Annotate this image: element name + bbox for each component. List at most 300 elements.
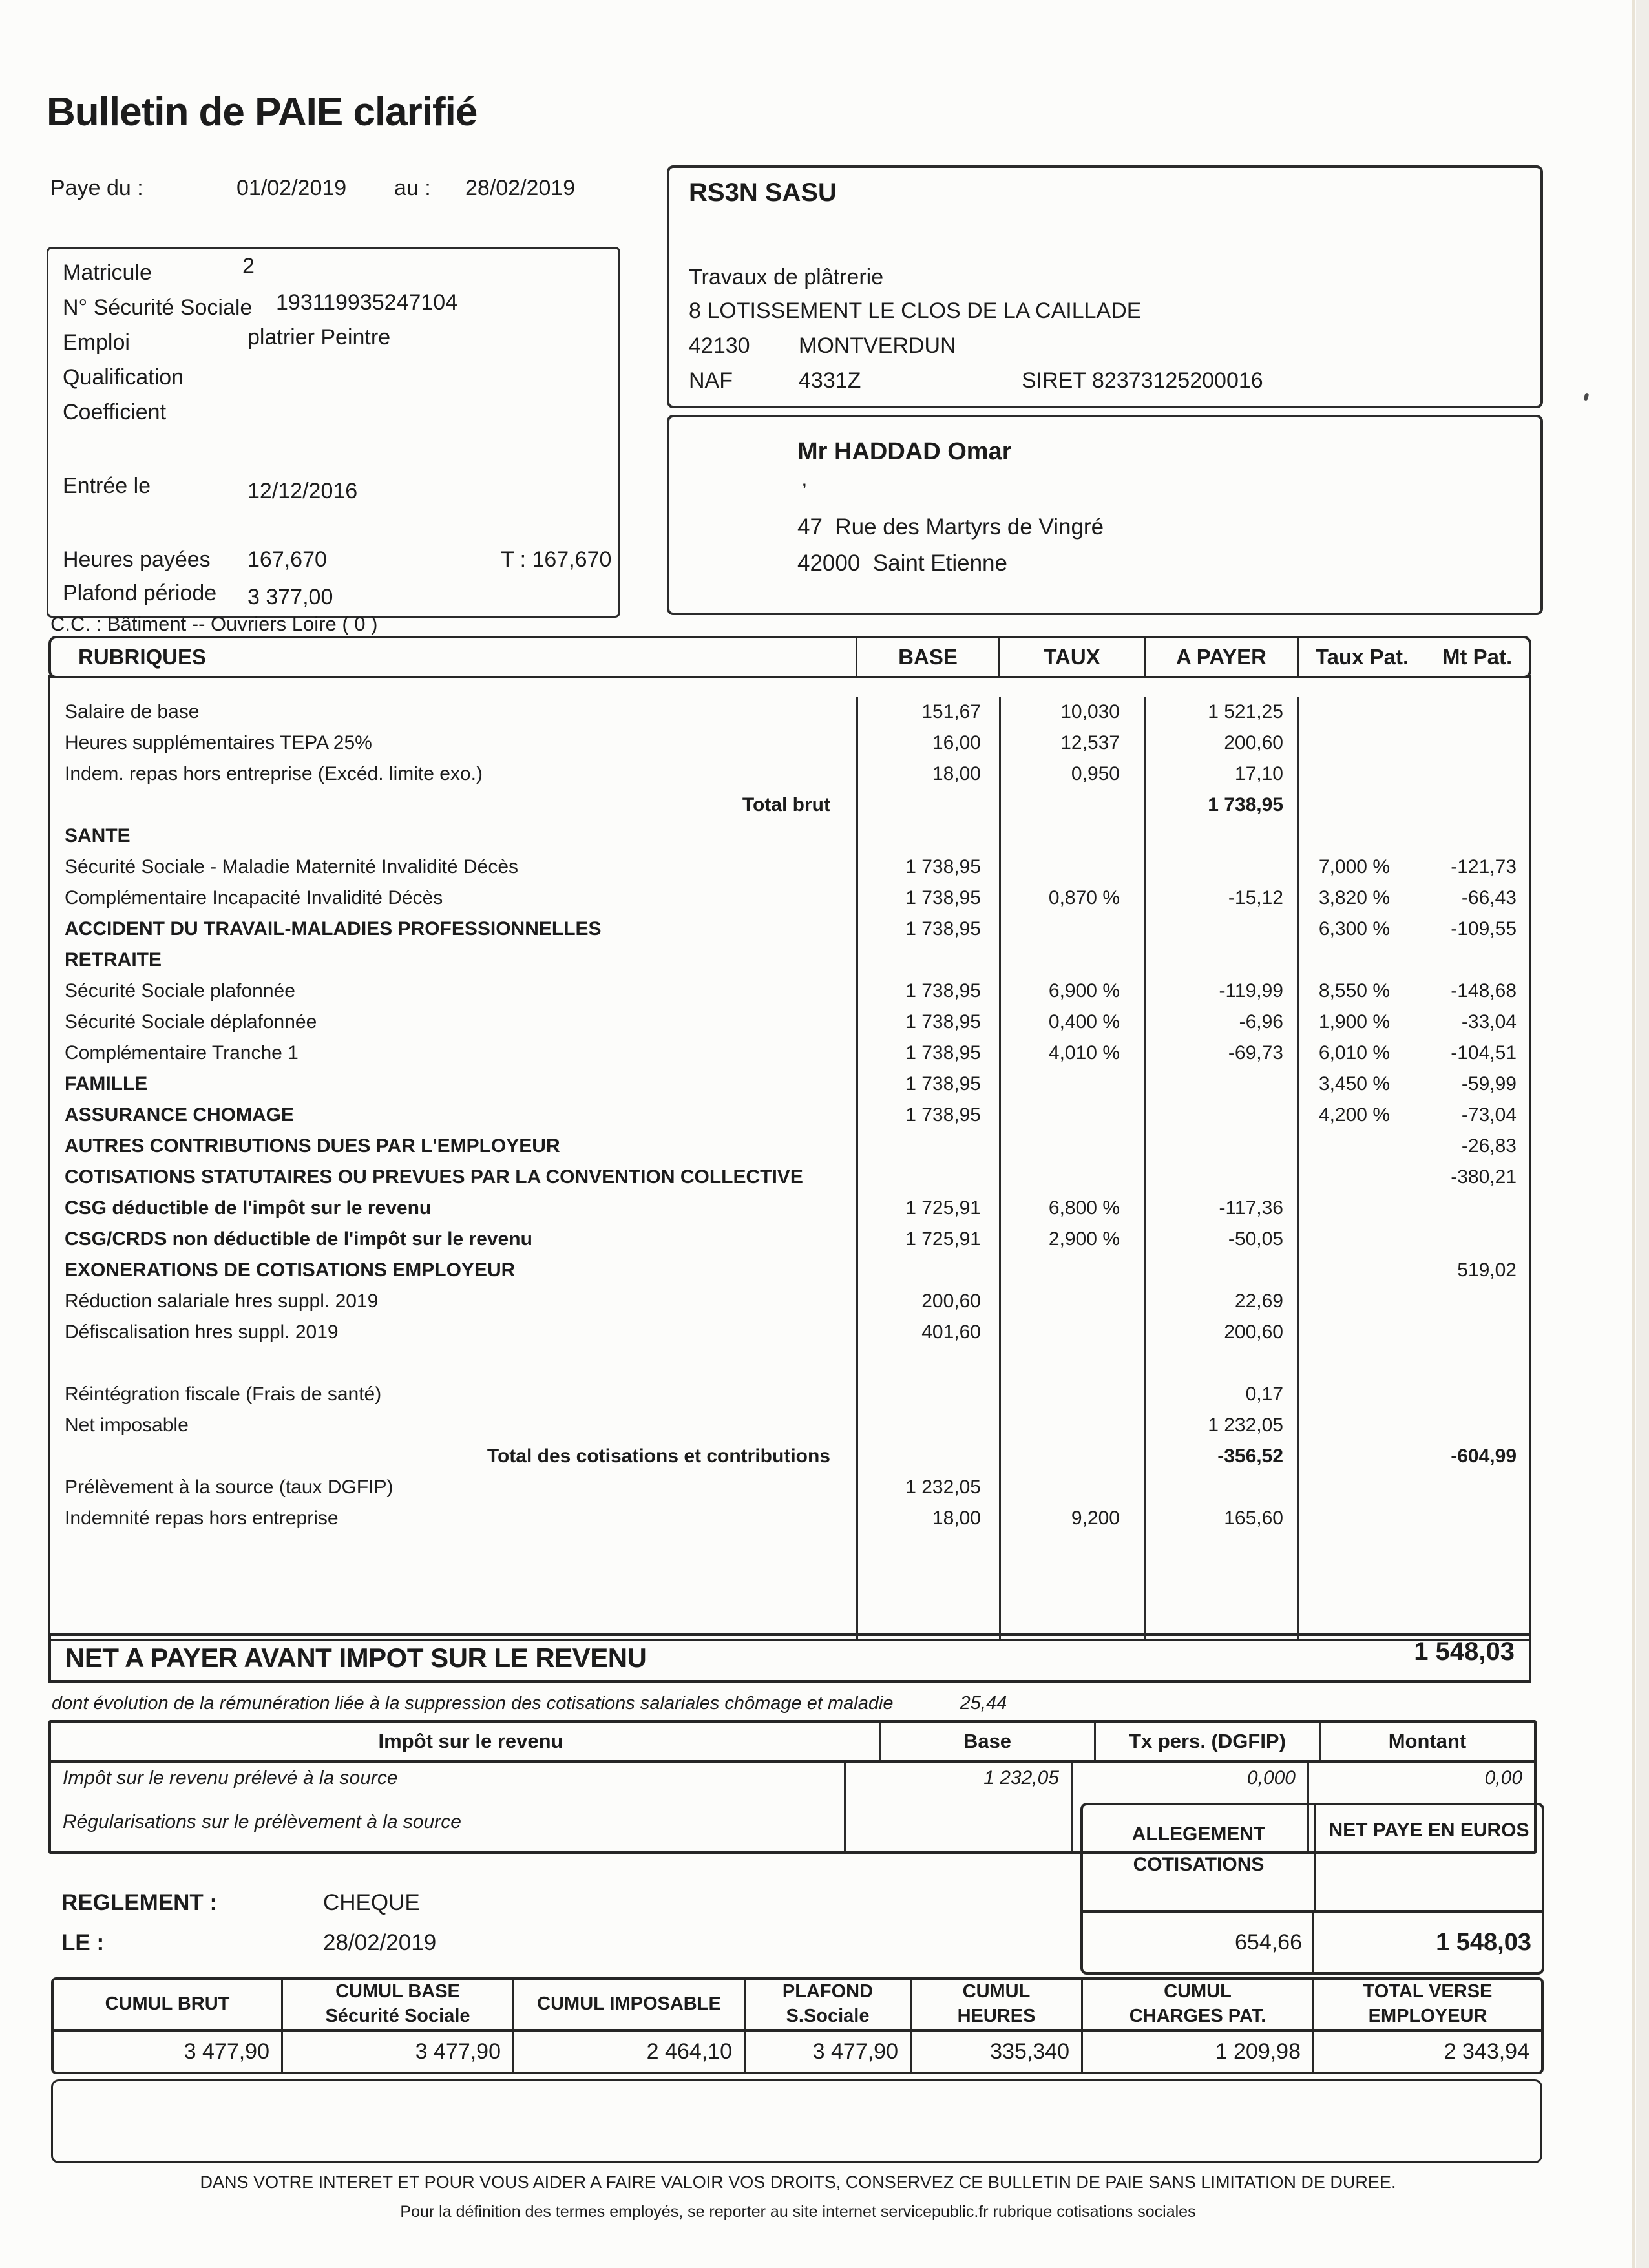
table-row bbox=[50, 1131, 1529, 1162]
table-row bbox=[50, 1472, 1529, 1503]
cell-label: Réintégration fiscale (Frais de santé) bbox=[65, 1383, 382, 1405]
impot-header-label: Impôt sur le revenu bbox=[378, 1730, 563, 1752]
header-taux: TAUX bbox=[998, 638, 1144, 676]
footer-line1: DANS VOTRE INTERET ET POUR VOUS AIDER A FAIRE VALOIR VOS DROITS, CONSERVEZ CE BULLETIN DE PAIE SANS LIMITATION DE DUREE. bbox=[200, 2172, 1396, 2192]
cell-taux: 0,950 bbox=[999, 759, 1144, 790]
cell-base: 16,00 bbox=[856, 728, 999, 759]
cell-taux: 0,870 % bbox=[999, 883, 1144, 914]
cell-taux-pat bbox=[1297, 790, 1396, 821]
cell-a-payer: 165,60 bbox=[1144, 1503, 1297, 1534]
cumul-column bbox=[1081, 1980, 1312, 2072]
impot-cell-label: Impôt sur le revenu prélevé à la source bbox=[63, 1767, 398, 1789]
cell-base: 1 725,91 bbox=[856, 1224, 999, 1255]
scan-tick-mark: ’ bbox=[802, 479, 807, 504]
cell-taux-pat: 6,300 % bbox=[1297, 914, 1396, 945]
cell-taux-pat: 4,200 % bbox=[1297, 1100, 1396, 1131]
cell-label: Réduction salariale hres suppl. 2019 bbox=[65, 1290, 379, 1312]
allegement-box bbox=[1080, 1803, 1544, 1975]
entree-label: Entrée le bbox=[63, 474, 151, 498]
cell-taux-pat bbox=[1297, 1410, 1396, 1441]
impot-header-base: Base bbox=[879, 1723, 1094, 1760]
cell-base: 1 232,05 bbox=[856, 1472, 999, 1503]
cell-a-payer: 200,60 bbox=[1144, 1317, 1297, 1348]
cell-a-payer: -6,96 bbox=[1144, 1007, 1297, 1038]
cell-base: 151,67 bbox=[856, 697, 999, 728]
cell-taux: 6,900 % bbox=[999, 976, 1144, 1007]
cell-a-payer bbox=[1144, 914, 1297, 945]
impot-header-tx: Tx pers. (DGFIP) bbox=[1094, 1723, 1319, 1760]
cell-a-payer: 1 738,95 bbox=[1144, 790, 1297, 821]
table-row bbox=[50, 697, 1529, 728]
allegement-values bbox=[1083, 1913, 1542, 1972]
cell-a-payer: -15,12 bbox=[1144, 883, 1297, 914]
cell-label: Défiscalisation hres suppl. 2019 bbox=[65, 1321, 339, 1343]
pay-period-to-label: au : bbox=[394, 176, 431, 200]
cell-base: 1 738,95 bbox=[856, 976, 999, 1007]
table-row bbox=[50, 728, 1529, 759]
empty-annotations-box bbox=[51, 2079, 1542, 2163]
cell-a-payer: 17,10 bbox=[1144, 759, 1297, 790]
cell-a-payer bbox=[1144, 1534, 1297, 1639]
cell-label: EXONERATIONS DE COTISATIONS EMPLOYEUR bbox=[65, 1259, 516, 1281]
reglement-row bbox=[61, 1890, 420, 1930]
cumul-column-value: 3 477,90 bbox=[812, 2039, 898, 2064]
cell-taux-pat bbox=[1297, 1131, 1396, 1162]
cell-label: Prélèvement à la source (taux DGFIP) bbox=[65, 1476, 394, 1498]
net-a-payer-value: 1 548,03 bbox=[1414, 1637, 1515, 1666]
cell-label: COTISATIONS STATUTAIRES OU PREVUES PAR LA CONVENTION COLLECTIVE bbox=[65, 1166, 803, 1188]
convention-collective-line: C.C. : Bâtiment -- Ouvriers Loire ( 0 ) bbox=[50, 613, 378, 635]
cumul-column bbox=[512, 1980, 744, 2072]
cell-taux-pat: 7,000 % bbox=[1297, 852, 1396, 883]
table-row bbox=[50, 1317, 1529, 1348]
evolution-line bbox=[52, 1693, 1007, 1714]
cumul-header-line1: TOTAL VERSE bbox=[1363, 1981, 1493, 2002]
cumul-column-header bbox=[1083, 1980, 1312, 2032]
cell-label bbox=[50, 1348, 856, 1379]
cumul-header-line2: EMPLOYEUR bbox=[1368, 2006, 1487, 2026]
table-row bbox=[50, 1069, 1529, 1100]
table-row bbox=[50, 759, 1529, 790]
cell-base: 18,00 bbox=[856, 1503, 999, 1534]
cell-taux bbox=[999, 1131, 1144, 1162]
cell-mt-pat: -148,68 bbox=[1451, 980, 1517, 1002]
cell-label bbox=[50, 1534, 856, 1639]
cell-mt-pat: -121,73 bbox=[1451, 856, 1517, 877]
scan-edge-shade bbox=[1636, 0, 1649, 2268]
employer-naf-label: NAF bbox=[689, 368, 733, 393]
matricule-label: Matricule bbox=[63, 260, 152, 285]
cell-taux bbox=[999, 914, 1144, 945]
impot-header-montant: Montant bbox=[1319, 1723, 1534, 1760]
rubriques-rows bbox=[50, 678, 1529, 1534]
header-a-payer: A PAYER bbox=[1144, 638, 1297, 676]
cell-a-payer: -117,36 bbox=[1144, 1193, 1297, 1224]
cell-a-payer: 200,60 bbox=[1144, 728, 1297, 759]
cell-taux-pat bbox=[1297, 1286, 1396, 1317]
cell-taux bbox=[999, 1348, 1144, 1379]
cumul-column-value: 2 464,10 bbox=[646, 2039, 732, 2064]
impot-cell-tx: 0,000 bbox=[1071, 1763, 1307, 1807]
cell-taux: 6,800 % bbox=[999, 1193, 1144, 1224]
pay-period-from: 01/02/2019 bbox=[236, 176, 347, 200]
cell-mt-pat: -380,21 bbox=[1451, 1166, 1517, 1188]
cell-base bbox=[856, 1255, 999, 1286]
cell-taux-pat bbox=[1297, 821, 1396, 852]
cell-mt-pat bbox=[1396, 790, 1529, 821]
cell-base bbox=[856, 821, 999, 852]
cell-mt-pat: 519,02 bbox=[1457, 1259, 1517, 1281]
cumul-column-value: 2 343,94 bbox=[1444, 2039, 1529, 2064]
header-patronal bbox=[1297, 638, 1529, 676]
cell-taux bbox=[999, 1317, 1144, 1348]
footer bbox=[0, 2172, 1596, 2221]
cell-taux-pat bbox=[1297, 1224, 1396, 1255]
cell-mt-pat bbox=[1396, 1286, 1529, 1317]
net-paye-header: NET PAYE EN EUROS bbox=[1329, 1820, 1529, 1841]
cell-base bbox=[856, 1162, 999, 1193]
cell-a-payer bbox=[1144, 1131, 1297, 1162]
cell-taux bbox=[999, 1472, 1144, 1503]
reglement-mode: CHEQUE bbox=[323, 1890, 420, 1915]
cell-a-payer bbox=[1144, 1100, 1297, 1131]
allegement-header-line1: ALLEGEMENT bbox=[1131, 1823, 1266, 1845]
cumul-column-value: 3 477,90 bbox=[415, 2039, 501, 2064]
cell-taux bbox=[999, 1379, 1144, 1410]
cell-base bbox=[856, 1441, 999, 1472]
cumul-header-line1: CUMUL bbox=[1164, 1981, 1232, 2002]
cell-label: Heures supplémentaires TEPA 25% bbox=[65, 732, 372, 753]
cell-label: Total brut bbox=[742, 794, 830, 815]
pay-period bbox=[50, 176, 664, 204]
cell-taux-pat bbox=[1297, 1441, 1396, 1472]
cumul-column-header bbox=[1314, 1980, 1541, 2032]
impot-cell-label: Régularisations sur le prélèvement à la source bbox=[63, 1811, 461, 1832]
cumul-column bbox=[1312, 1980, 1541, 2072]
cell-label: CSG/CRDS non déductible de l'impôt sur le revenu bbox=[65, 1228, 532, 1250]
cell-mt-pat: -104,51 bbox=[1451, 1042, 1517, 1064]
cell-taux-pat bbox=[1297, 759, 1396, 790]
reglement-le-label: LE : bbox=[61, 1930, 105, 1955]
table-row bbox=[50, 852, 1529, 883]
cell-taux-pat: 3,820 % bbox=[1297, 883, 1396, 914]
cell-base: 401,60 bbox=[856, 1317, 999, 1348]
table-row bbox=[50, 821, 1529, 852]
reglement-date-row bbox=[61, 1930, 437, 1970]
cell-label: RETRAITE bbox=[65, 949, 162, 971]
cell-mt-pat bbox=[1396, 1193, 1529, 1224]
cell-a-payer: -69,73 bbox=[1144, 1038, 1297, 1069]
cell-base bbox=[856, 790, 999, 821]
cell-taux: 12,537 bbox=[999, 728, 1144, 759]
cell-taux-pat bbox=[1297, 1348, 1396, 1379]
cell-label: Salaire de base bbox=[65, 701, 200, 722]
table-row bbox=[50, 1410, 1529, 1441]
cell-taux-pat bbox=[1297, 1317, 1396, 1348]
header-mt-pat: Mt Pat. bbox=[1442, 645, 1513, 669]
cell-taux bbox=[999, 852, 1144, 883]
cumul-column-header bbox=[912, 1980, 1081, 2032]
cell-a-payer bbox=[1144, 945, 1297, 976]
table-row bbox=[50, 1348, 1529, 1379]
cell-mt-pat bbox=[1396, 1224, 1529, 1255]
cell-base: 18,00 bbox=[856, 759, 999, 790]
cumul-header-line1: CUMUL IMPOSABLE bbox=[537, 1993, 721, 2015]
cumul-column bbox=[910, 1980, 1081, 2072]
cell-taux bbox=[999, 790, 1144, 821]
cell-taux bbox=[999, 1441, 1144, 1472]
header-rubriques: RUBRIQUES bbox=[78, 645, 207, 669]
cell-label: Total des cotisations et contributions bbox=[487, 1445, 830, 1467]
cell-taux bbox=[999, 1410, 1144, 1441]
allegement-value: 654,66 bbox=[1083, 1913, 1314, 1972]
table-row bbox=[50, 1007, 1529, 1038]
employer-activity: Travaux de plâtrerie bbox=[689, 265, 884, 289]
cell-base: 1 738,95 bbox=[856, 852, 999, 883]
impot-cell-montant: 0,00 bbox=[1307, 1763, 1534, 1807]
cell-taux-pat bbox=[1297, 697, 1396, 728]
cell-mt-pat: -66,43 bbox=[1461, 887, 1517, 908]
heures-total-value: T : 167,670 bbox=[501, 547, 612, 572]
table-row bbox=[50, 1503, 1529, 1534]
cell-a-payer: -119,99 bbox=[1144, 976, 1297, 1007]
cell-taux bbox=[999, 1534, 1144, 1639]
cell-label: Indem. repas hors entreprise (Excéd. limite exo.) bbox=[65, 763, 483, 784]
cell-taux-pat bbox=[1297, 1162, 1396, 1193]
cell-a-payer: 0,17 bbox=[1144, 1379, 1297, 1410]
employee-id-box bbox=[47, 247, 620, 618]
cell-a-payer bbox=[1144, 1255, 1297, 1286]
plafond-label: Plafond période bbox=[63, 581, 217, 605]
cell-mt-pat: -604,99 bbox=[1451, 1445, 1517, 1467]
cumul-header-line2: S.Sociale bbox=[786, 2006, 870, 2026]
table-row bbox=[50, 790, 1529, 821]
impot-cell-base: 1 232,05 bbox=[844, 1763, 1071, 1807]
impot-header bbox=[51, 1723, 1534, 1763]
table-row bbox=[50, 1255, 1529, 1286]
cell-taux-pat bbox=[1297, 728, 1396, 759]
cell-taux: 2,900 % bbox=[999, 1224, 1144, 1255]
entree-value: 12/12/2016 bbox=[247, 479, 358, 503]
cell-taux bbox=[999, 1162, 1144, 1193]
allegement-cotisations-header bbox=[1083, 1805, 1316, 1910]
cell-mt-pat bbox=[1396, 1348, 1529, 1379]
cell-base: 1 738,95 bbox=[856, 1007, 999, 1038]
cell-a-payer bbox=[1144, 1472, 1297, 1503]
table-row bbox=[50, 1286, 1529, 1317]
table-row bbox=[50, 883, 1529, 914]
cell-taux-pat bbox=[1297, 1255, 1396, 1286]
employee-address-line1: 47 Rue des Martyrs de Vingré bbox=[797, 514, 1104, 540]
table-row bbox=[50, 914, 1529, 945]
pay-period-label: Paye du : bbox=[50, 176, 143, 200]
cell-label: SANTE bbox=[65, 825, 131, 846]
rubriques-body bbox=[48, 675, 1531, 1641]
cell-taux-pat bbox=[1297, 1534, 1396, 1639]
cell-mt-pat bbox=[1396, 821, 1529, 852]
employer-name: RS3N SASU bbox=[689, 178, 837, 207]
net-a-payer-box bbox=[48, 1633, 1531, 1683]
employer-city: MONTVERDUN bbox=[799, 333, 956, 358]
cell-a-payer: 22,69 bbox=[1144, 1286, 1297, 1317]
cumul-column-value: 3 477,90 bbox=[184, 2039, 269, 2064]
employee-name: Mr HADDAD Omar bbox=[797, 438, 1012, 465]
cell-label: FAMILLE bbox=[65, 1073, 148, 1095]
cell-label: CSG déductible de l'impôt sur le revenu bbox=[65, 1197, 432, 1219]
cell-mt-pat bbox=[1396, 697, 1529, 728]
page-title: Bulletin de PAIE clarifié bbox=[47, 90, 478, 134]
cell-label: Complémentaire Incapacité Invalidité Décès bbox=[65, 887, 443, 908]
cell-taux-pat bbox=[1297, 945, 1396, 976]
cumul-table bbox=[51, 1977, 1544, 2074]
cell-taux bbox=[999, 1069, 1144, 1100]
table-row bbox=[50, 1224, 1529, 1255]
cell-mt-pat: -59,99 bbox=[1461, 1073, 1517, 1095]
cumul-header-line1: PLAFOND bbox=[782, 1981, 874, 2002]
reglement-date: 28/02/2019 bbox=[323, 1930, 437, 1955]
table-row bbox=[50, 1162, 1529, 1193]
cell-a-payer bbox=[1144, 1162, 1297, 1193]
cumul-header-line2: Sécurité Sociale bbox=[325, 2006, 470, 2026]
cell-mt-pat bbox=[1396, 1410, 1529, 1441]
cumul-column-header bbox=[54, 1980, 281, 2032]
table-row bbox=[50, 1379, 1529, 1410]
cell-mt-pat bbox=[1396, 1503, 1529, 1534]
cell-taux-pat: 8,550 % bbox=[1297, 976, 1396, 1007]
cumul-header-line2: CHARGES PAT. bbox=[1129, 2006, 1266, 2026]
cell-taux bbox=[999, 1100, 1144, 1131]
matricule-value: 2 bbox=[242, 254, 255, 278]
cell-base bbox=[856, 945, 999, 976]
employee-address-box bbox=[667, 415, 1543, 615]
table-row bbox=[50, 1193, 1529, 1224]
cumul-column-header bbox=[514, 1980, 744, 2032]
header-taux-pat: Taux Pat. bbox=[1315, 645, 1409, 669]
cell-a-payer: -50,05 bbox=[1144, 1224, 1297, 1255]
cell-mt-pat bbox=[1396, 728, 1529, 759]
cell-a-payer: -356,52 bbox=[1144, 1441, 1297, 1472]
cell-base: 200,60 bbox=[856, 1286, 999, 1317]
cell-mt-pat bbox=[1396, 1379, 1529, 1410]
nss-value: 193119935247104 bbox=[276, 290, 458, 315]
cell-label: Sécurité Sociale - Maladie Maternité Invalidité Décès bbox=[65, 856, 518, 877]
cell-base bbox=[856, 1348, 999, 1379]
cell-a-payer bbox=[1144, 1069, 1297, 1100]
cell-label: Sécurité Sociale déplafonnée bbox=[65, 1011, 317, 1033]
cell-a-payer bbox=[1144, 852, 1297, 883]
cell-taux: 10,030 bbox=[999, 697, 1144, 728]
cumul-header-line1: CUMUL BRUT bbox=[105, 1993, 230, 2015]
cell-taux-pat bbox=[1297, 1193, 1396, 1224]
cell-mt-pat: -33,04 bbox=[1461, 1011, 1517, 1033]
rubriques-table bbox=[48, 636, 1531, 1641]
heures-value: 167,670 bbox=[247, 547, 327, 572]
table-filler-row bbox=[50, 1534, 1529, 1639]
cell-a-payer: 1 521,25 bbox=[1144, 697, 1297, 728]
cumul-column bbox=[744, 1980, 910, 2072]
cell-taux bbox=[999, 945, 1144, 976]
cell-taux: 4,010 % bbox=[999, 1038, 1144, 1069]
footer-line2: Pour la définition des termes employés, se reporter au site internet servicepublic.fr rubrique cotisations sociales bbox=[400, 2203, 1196, 2221]
cell-taux-pat bbox=[1297, 1379, 1396, 1410]
header-base: BASE bbox=[856, 638, 998, 676]
evolution-label: dont évolution de la rémunération liée à la suppression des cotisations salariales chômage et maladie bbox=[52, 1693, 894, 1714]
cell-taux-pat bbox=[1297, 1472, 1396, 1503]
cell-mt-pat bbox=[1396, 1317, 1529, 1348]
cell-taux-pat: 3,450 % bbox=[1297, 1069, 1396, 1100]
scan-speck bbox=[1584, 392, 1590, 401]
cumul-header-line1: CUMUL BASE bbox=[335, 1981, 460, 2002]
cumul-header-line2: HEURES bbox=[957, 2006, 1036, 2026]
qualification-label: Qualification bbox=[63, 365, 184, 390]
impot-row bbox=[51, 1763, 1534, 1807]
employer-box bbox=[667, 165, 1543, 408]
nss-label: N° Sécurité Sociale bbox=[63, 295, 253, 320]
table-row bbox=[50, 1038, 1529, 1069]
net-a-payer-label: NET A PAYER AVANT IMPOT SUR LE REVENU bbox=[65, 1643, 647, 1673]
emploi-value: platrier Peintre bbox=[247, 325, 391, 350]
cell-base: 1 738,95 bbox=[856, 883, 999, 914]
cell-mt-pat bbox=[1396, 1534, 1529, 1639]
cell-mt-pat bbox=[1396, 945, 1529, 976]
cell-a-payer bbox=[1144, 1348, 1297, 1379]
cell-mt-pat bbox=[1396, 759, 1529, 790]
cell-a-payer: 1 232,05 bbox=[1144, 1410, 1297, 1441]
cell-label: Complémentaire Tranche 1 bbox=[65, 1042, 299, 1064]
cell-base: 1 725,91 bbox=[856, 1193, 999, 1224]
net-paye-value: 1 548,03 bbox=[1436, 1928, 1531, 1956]
cell-label: Net imposable bbox=[65, 1414, 189, 1436]
pay-period-to: 28/02/2019 bbox=[465, 176, 576, 200]
table-row bbox=[50, 1100, 1529, 1131]
coefficient-label: Coefficient bbox=[63, 400, 167, 425]
cell-mt-pat: -73,04 bbox=[1461, 1104, 1517, 1126]
cell-base: 1 738,95 bbox=[856, 1069, 999, 1100]
cell-taux bbox=[999, 1255, 1144, 1286]
employee-address-line2: 42000 Saint Etienne bbox=[797, 551, 1007, 576]
cumul-column-value: 1 209,98 bbox=[1215, 2039, 1301, 2064]
employer-siret: SIRET 82373125200016 bbox=[1022, 368, 1263, 393]
emploi-label: Emploi bbox=[63, 330, 130, 355]
cell-taux-pat: 1,900 % bbox=[1297, 1007, 1396, 1038]
cell-a-payer bbox=[1144, 821, 1297, 852]
cell-taux-pat: 6,010 % bbox=[1297, 1038, 1396, 1069]
rubriques-header bbox=[48, 636, 1531, 678]
heures-label: Heures payées bbox=[63, 547, 211, 572]
cell-base bbox=[856, 1379, 999, 1410]
cell-base: 1 738,95 bbox=[856, 1100, 999, 1131]
allegement-header bbox=[1083, 1805, 1542, 1913]
cell-label: AUTRES CONTRIBUTIONS DUES PAR L'EMPLOYEUR bbox=[65, 1135, 560, 1157]
cell-mt-pat bbox=[1396, 1472, 1529, 1503]
cell-mt-pat: -109,55 bbox=[1451, 918, 1517, 940]
cumul-column bbox=[281, 1980, 512, 2072]
table-row bbox=[50, 945, 1529, 976]
table-row bbox=[50, 976, 1529, 1007]
cell-label: Sécurité Sociale plafonnée bbox=[65, 980, 295, 1002]
cell-label: ASSURANCE CHOMAGE bbox=[65, 1104, 295, 1126]
cell-label: ACCIDENT DU TRAVAIL-MALADIES PROFESSIONNELLES bbox=[65, 918, 602, 940]
cumul-column-header bbox=[283, 1980, 512, 2032]
cell-base bbox=[856, 1410, 999, 1441]
employer-naf-code: 4331Z bbox=[799, 368, 861, 393]
cumul-header-line1: CUMUL bbox=[962, 1981, 1031, 2002]
reglement-block bbox=[61, 1890, 437, 1970]
cumul-column-header bbox=[746, 1980, 910, 2032]
allegement-header-line2: COTISATIONS bbox=[1133, 1853, 1265, 1875]
cell-base: 1 738,95 bbox=[856, 1038, 999, 1069]
cumul-column bbox=[54, 1980, 281, 2072]
